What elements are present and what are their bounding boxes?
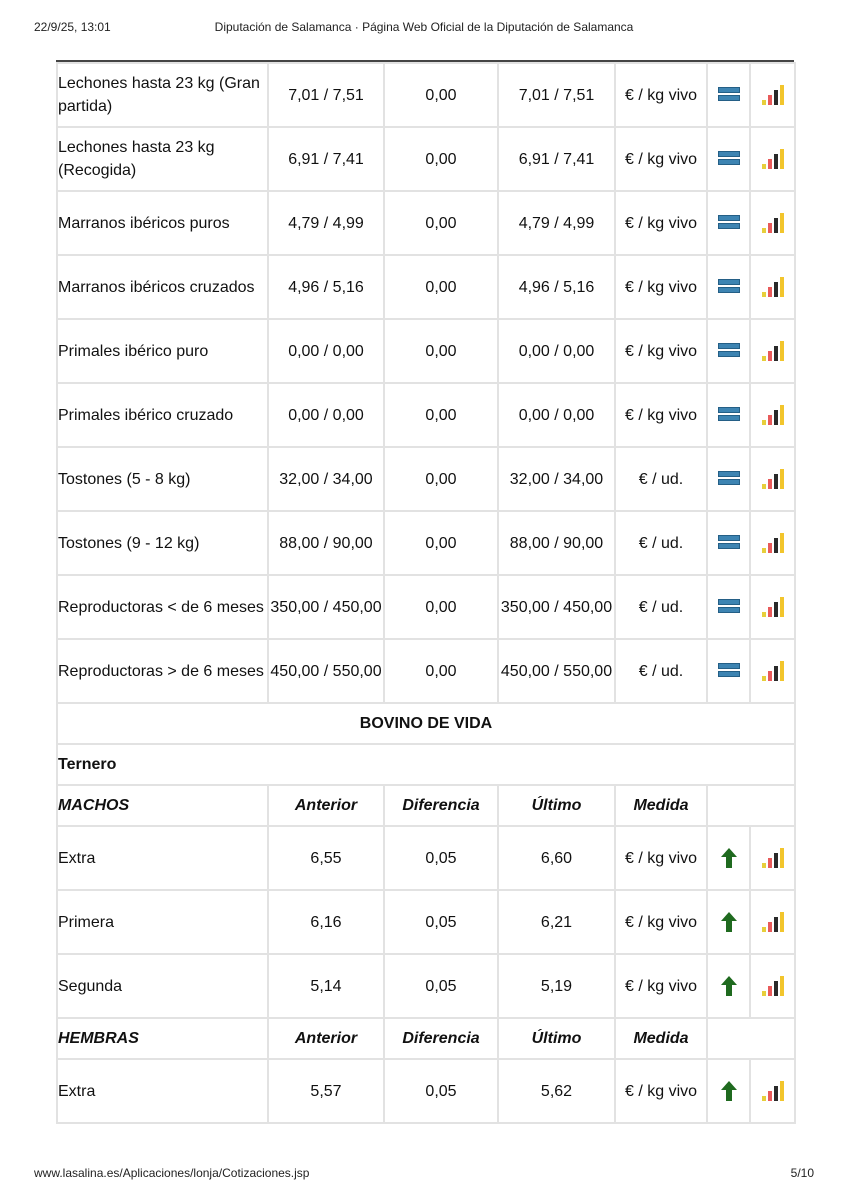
group-row (57, 744, 795, 785)
price-ultimo: 0,00 / 0,00 (498, 383, 615, 447)
print-page-title: Diputación de Salamanca · Página Web Oficial de la Diputación de Salamanca (214, 20, 634, 34)
price-medida: € / kg vivo (615, 1059, 707, 1123)
equal-trend-icon (718, 279, 740, 294)
price-anterior: 32,00 / 34,00 (268, 447, 384, 511)
table-row (57, 319, 795, 383)
price-diferencia: 0,05 (384, 954, 498, 1018)
product-name: Primera (57, 890, 268, 954)
price-anterior: 4,79 / 4,99 (268, 191, 384, 255)
price-medida: € / ud. (615, 447, 707, 511)
product-name: Lechones hasta 23 kg (Gran partida) (57, 63, 268, 127)
table-row (57, 954, 795, 1018)
equal-trend-icon (718, 407, 740, 422)
price-anterior: 6,91 / 7,41 (268, 127, 384, 191)
bar-chart-icon[interactable] (762, 661, 784, 681)
up-arrow-icon (721, 976, 737, 996)
table-row (57, 511, 795, 575)
product-name: Marranos ibéricos cruzados (57, 255, 268, 319)
chart-cell[interactable] (750, 954, 795, 1018)
section-title: BOVINO DE VIDA (57, 703, 795, 744)
equal-trend-icon (718, 215, 740, 230)
price-medida: € / kg vivo (615, 191, 707, 255)
bar-chart-icon[interactable] (762, 1081, 784, 1101)
chart-cell[interactable] (750, 255, 795, 319)
price-diferencia: 0,00 (384, 319, 498, 383)
chart-cell[interactable] (750, 447, 795, 511)
price-anterior: 5,14 (268, 954, 384, 1018)
trend-cell (707, 319, 750, 383)
trend-cell (707, 383, 750, 447)
trend-cell (707, 447, 750, 511)
equal-trend-icon (718, 343, 740, 358)
price-ultimo: 6,91 / 7,41 (498, 127, 615, 191)
trend-cell (707, 890, 750, 954)
price-ultimo: 88,00 / 90,00 (498, 511, 615, 575)
price-diferencia: 0,00 (384, 511, 498, 575)
table-row (57, 127, 795, 191)
chart-cell[interactable] (750, 826, 795, 890)
price-anterior: 6,16 (268, 890, 384, 954)
chart-cell[interactable] (750, 511, 795, 575)
price-medida: € / kg vivo (615, 890, 707, 954)
equal-trend-icon (718, 663, 740, 678)
header-ultimo: Último (498, 1018, 615, 1059)
price-ultimo: 5,19 (498, 954, 615, 1018)
bar-chart-icon[interactable] (762, 848, 784, 868)
price-ultimo: 6,60 (498, 826, 615, 890)
header-hembras: HEMBRAS (57, 1018, 268, 1059)
header-diferencia: Diferencia (384, 785, 498, 826)
up-arrow-icon (721, 1081, 737, 1101)
bar-chart-icon[interactable] (762, 277, 784, 297)
print-page-number: 5/10 (790, 1166, 814, 1180)
product-name: Extra (57, 826, 268, 890)
bar-chart-icon[interactable] (762, 469, 784, 489)
trend-cell (707, 954, 750, 1018)
chart-cell[interactable] (750, 890, 795, 954)
chart-cell[interactable] (750, 383, 795, 447)
price-medida: € / kg vivo (615, 127, 707, 191)
price-diferencia: 0,00 (384, 575, 498, 639)
price-diferencia: 0,00 (384, 255, 498, 319)
trend-cell (707, 191, 750, 255)
product-name: Reproductoras > de 6 meses (57, 639, 268, 703)
bar-chart-icon[interactable] (762, 405, 784, 425)
product-name: Segunda (57, 954, 268, 1018)
price-anterior: 6,55 (268, 826, 384, 890)
price-anterior: 88,00 / 90,00 (268, 511, 384, 575)
trend-cell (707, 511, 750, 575)
table-row (57, 447, 795, 511)
price-ultimo: 4,79 / 4,99 (498, 191, 615, 255)
price-anterior: 4,96 / 5,16 (268, 255, 384, 319)
equal-trend-icon (718, 471, 740, 486)
price-medida: € / ud. (615, 575, 707, 639)
header-empty (707, 1018, 795, 1059)
price-diferencia: 0,05 (384, 1059, 498, 1123)
chart-cell[interactable] (750, 63, 795, 127)
header-empty (707, 785, 795, 826)
table-row (57, 191, 795, 255)
price-medida: € / kg vivo (615, 954, 707, 1018)
table-row (57, 255, 795, 319)
equal-trend-icon (718, 535, 740, 550)
equal-trend-icon (718, 599, 740, 614)
price-anterior: 0,00 / 0,00 (268, 319, 384, 383)
price-diferencia: 0,05 (384, 826, 498, 890)
product-name: Primales ibérico puro (57, 319, 268, 383)
prices-table (56, 62, 796, 1124)
trend-cell (707, 255, 750, 319)
header-ultimo: Último (498, 785, 615, 826)
price-diferencia: 0,05 (384, 890, 498, 954)
price-diferencia: 0,00 (384, 63, 498, 127)
bar-chart-icon[interactable] (762, 85, 784, 105)
group-title: Ternero (57, 744, 795, 785)
price-diferencia: 0,00 (384, 127, 498, 191)
price-medida: € / kg vivo (615, 63, 707, 127)
header-anterior: Anterior (268, 1018, 384, 1059)
price-anterior: 450,00 / 550,00 (268, 639, 384, 703)
header-medida: Medida (615, 1018, 707, 1059)
price-anterior: 7,01 / 7,51 (268, 63, 384, 127)
print-header (0, 20, 848, 38)
price-medida: € / kg vivo (615, 383, 707, 447)
section-row (57, 703, 795, 744)
print-datetime: 22/9/25, 13:01 (34, 20, 111, 34)
trend-cell (707, 826, 750, 890)
chart-cell[interactable] (750, 1059, 795, 1123)
price-medida: € / ud. (615, 639, 707, 703)
price-ultimo: 350,00 / 450,00 (498, 575, 615, 639)
price-diferencia: 0,00 (384, 447, 498, 511)
price-diferencia: 0,00 (384, 383, 498, 447)
product-name: Primales ibérico cruzado (57, 383, 268, 447)
bar-chart-icon[interactable] (762, 533, 784, 553)
bar-chart-icon[interactable] (762, 213, 784, 233)
table-row (57, 63, 795, 127)
price-ultimo: 4,96 / 5,16 (498, 255, 615, 319)
price-anterior: 350,00 / 450,00 (268, 575, 384, 639)
header-anterior: Anterior (268, 785, 384, 826)
price-medida: € / kg vivo (615, 319, 707, 383)
header-diferencia: Diferencia (384, 1018, 498, 1059)
price-ultimo: 7,01 / 7,51 (498, 63, 615, 127)
bar-chart-icon[interactable] (762, 912, 784, 932)
price-ultimo: 32,00 / 34,00 (498, 447, 615, 511)
print-url: www.lasalina.es/Aplicaciones/lonja/Cotizaciones.jsp (34, 1166, 310, 1180)
trend-cell (707, 1059, 750, 1123)
product-name: Lechones hasta 23 kg (Recogida) (57, 127, 268, 191)
product-name: Tostones (5 - 8 kg) (57, 447, 268, 511)
trend-cell (707, 575, 750, 639)
table-row (57, 890, 795, 954)
product-name: Tostones (9 - 12 kg) (57, 511, 268, 575)
product-name: Extra (57, 1059, 268, 1123)
price-ultimo: 6,21 (498, 890, 615, 954)
bar-chart-icon[interactable] (762, 976, 784, 996)
equal-trend-icon (718, 151, 740, 166)
chart-cell[interactable] (750, 191, 795, 255)
price-diferencia: 0,00 (384, 639, 498, 703)
table-row (57, 575, 795, 639)
column-header-row (57, 1018, 795, 1059)
trend-cell (707, 127, 750, 191)
chart-cell[interactable] (750, 127, 795, 191)
price-medida: € / kg vivo (615, 255, 707, 319)
bar-chart-icon[interactable] (762, 149, 784, 169)
product-name: Marranos ibéricos puros (57, 191, 268, 255)
table-row (57, 1059, 795, 1123)
price-medida: € / ud. (615, 511, 707, 575)
header-machos: MACHOS (57, 785, 268, 826)
header-medida: Medida (615, 785, 707, 826)
chart-cell[interactable] (750, 575, 795, 639)
table-row (57, 383, 795, 447)
chart-cell[interactable] (750, 319, 795, 383)
product-name: Reproductoras < de 6 meses (57, 575, 268, 639)
up-arrow-icon (721, 912, 737, 932)
trend-cell (707, 639, 750, 703)
table-row (57, 639, 795, 703)
equal-trend-icon (718, 87, 740, 102)
price-anterior: 5,57 (268, 1059, 384, 1123)
price-medida: € / kg vivo (615, 826, 707, 890)
column-header-row (57, 785, 795, 826)
bar-chart-icon[interactable] (762, 341, 784, 361)
bar-chart-icon[interactable] (762, 597, 784, 617)
price-diferencia: 0,00 (384, 191, 498, 255)
up-arrow-icon (721, 848, 737, 868)
price-ultimo: 0,00 / 0,00 (498, 319, 615, 383)
trend-cell (707, 63, 750, 127)
price-ultimo: 5,62 (498, 1059, 615, 1123)
price-anterior: 0,00 / 0,00 (268, 383, 384, 447)
chart-cell[interactable] (750, 639, 795, 703)
price-ultimo: 450,00 / 550,00 (498, 639, 615, 703)
table-row (57, 826, 795, 890)
